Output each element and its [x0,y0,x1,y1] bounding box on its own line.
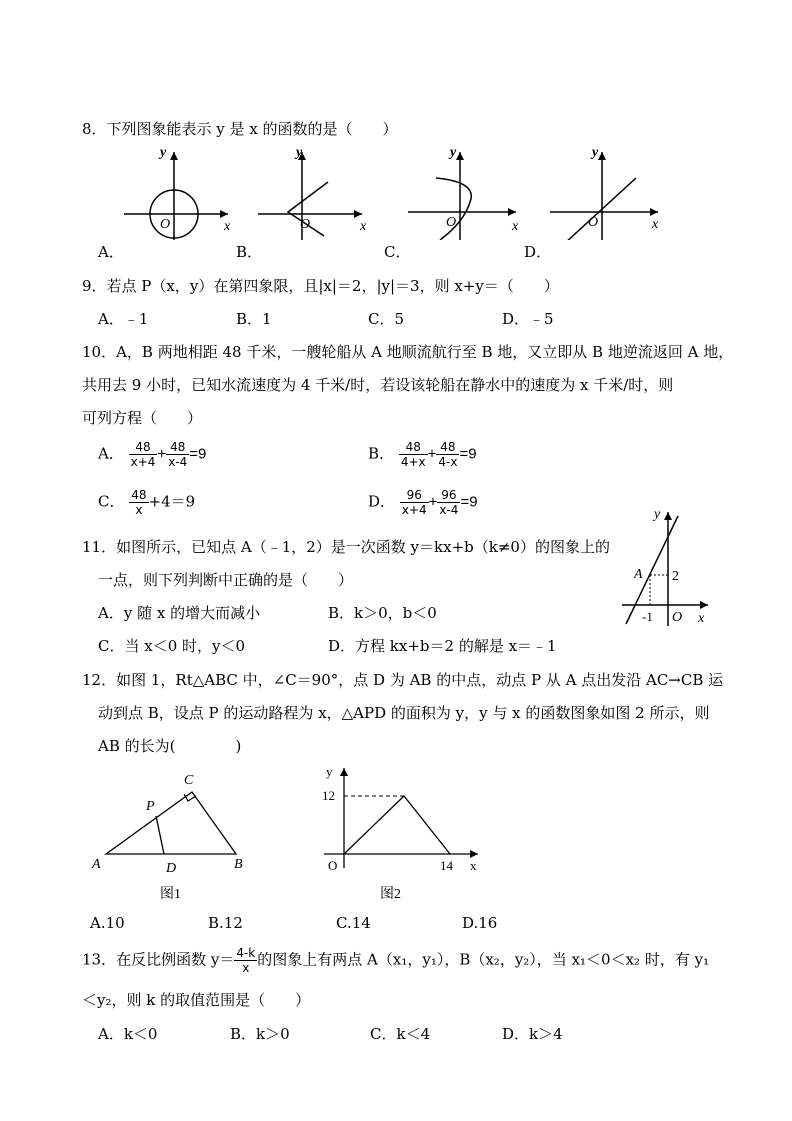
q11-option-a[interactable]: A．y 随 x 的增大而减小 [98,604,261,622]
svg-text:12: 12 [322,788,335,803]
q13-line2: ＜y₂，则 k 的取值范围是（ ） [82,991,311,1009]
q12-option-a[interactable]: A.10 [90,914,125,932]
q10-option-a[interactable]: A． $\frac{48}{x+4}$ + $\frac{48}{x-4}$ =9 [98,440,207,469]
q11-option-c[interactable]: C．当 x＜0 时，y＜0 [98,637,246,655]
svg-text:D: D [166,861,177,876]
q12-option-d[interactable]: D.16 [462,914,498,932]
svg-text:y: y [654,507,661,522]
svg-text:2: 2 [672,569,679,584]
q8-stem: 8．下列图象能表示 y 是 x 的函数的是（ ） [82,120,398,138]
svg-text:x: x [470,858,477,873]
q9-stem: 9．若点 P（x，y）在第四象限，且|x|＝2，|y|＝3，则 x+y＝（ ） [82,277,559,295]
q10-option-c[interactable]: C． $\frac{48}{x}$ +4＝9 [98,488,196,517]
svg-text:图2: 图2 [380,887,401,900]
q10-line1: 10．A，B 两地相距 48 千米，一艘轮船从 A 地顺流航行至 B 地，又立即从 B 地逆流返回 A 地， [82,343,734,361]
svg-text:y: y [160,145,167,160]
q11-line1: 11．如图所示，已知点 A（﹣1，2）是一次函数 y＝kx+b（k≠0）的图象上的 [82,538,610,556]
q13-option-c[interactable]: C．k＜4 [370,1025,431,1043]
svg-text:14: 14 [440,858,453,873]
q8-option-b[interactable]: B． [236,243,263,261]
svg-text:y: y [450,145,457,160]
q11-option-b[interactable]: B．k＞0，b＜0 [328,604,437,622]
q12-line2: 动到点 B，设点 P 的运动路程为 x，△APD 的面积为 y，y 与 x 的函数图象如图 2 所示，则 [98,704,710,722]
q9-option-d[interactable]: D．﹣5 [502,310,554,328]
q8-option-c[interactable]: C． [384,243,411,261]
q11-option-d[interactable]: D．方程 kx+b＝2 的解是 x＝﹣1 [328,637,557,655]
q12-line3: AB 的长为( ) [98,737,242,755]
svg-text:O: O [300,217,311,232]
q12-figure-1 [88,768,268,900]
svg-text:O: O [160,217,171,232]
q13-option-b[interactable]: B．k＞0 [230,1025,290,1043]
q10-line3: 可列方程（ ） [82,409,203,427]
q8-graph-c [408,145,519,240]
q11-line2: 一点，则下列判断中正确的是（ ） [98,571,354,589]
svg-text:P: P [146,799,155,814]
svg-text:x: x [224,219,231,234]
svg-text:y: y [326,764,333,779]
q10-option-d[interactable]: D． $\frac{96}{x+4}$ + $\frac{96}{x-4}$ =9 [368,488,478,517]
svg-text:B: B [234,857,243,872]
q12-option-c[interactable]: C.14 [336,914,371,932]
svg-text:y: y [296,145,303,160]
q8-figures [110,140,670,240]
q9-option-b[interactable]: B．1 [236,310,272,328]
svg-text:O: O [446,215,457,230]
svg-text:C: C [184,773,194,788]
q12-line1: 12．如图 1，Rt△ABC 中，∠C＝90°，点 D 为 AB 的中点，动点 P 从 A 点出发沿 AC→CB 运 [82,671,724,689]
svg-text:x: x [360,219,367,234]
svg-text:x: x [698,611,705,626]
q8-option-a[interactable]: A． [98,243,124,261]
svg-text:O: O [328,858,338,873]
q10-line2: 共用去 9 小时，已知水流速度为 4 千米/时，若设该轮船在静水中的速度为 x 千米/时，则 [82,376,674,394]
q8-option-d[interactable]: D． [524,243,552,261]
svg-text:A: A [634,567,643,582]
svg-text:-1: -1 [642,609,653,624]
q9-option-a[interactable]: A．﹣1 [98,310,149,328]
svg-text:A: A [92,857,101,872]
q13-option-a[interactable]: A．k＜0 [98,1025,158,1043]
q8-graph-a [124,145,231,240]
svg-text:图1: 图1 [160,887,181,900]
svg-text:x: x [652,217,659,232]
q8-graph-b [258,145,367,240]
q13-line1: 13．在反比例函数 y＝ $\frac{4-k}{x}$ 的图象上有两点 A（x₁，y₁），B（x₂，y₂），当 x₁＜0＜x₂ 时，有 y₁ [82,946,710,975]
q8-graph-d [550,145,659,240]
svg-text:O: O [672,610,683,625]
q12-option-b[interactable]: B.12 [208,914,243,932]
q11-figure [612,504,712,628]
svg-text:y: y [592,145,599,160]
q12-figure-2 [310,758,490,900]
q9-option-c[interactable]: C．5 [368,310,405,328]
q13-option-d[interactable]: D．k＞4 [502,1025,563,1043]
svg-text:x: x [512,219,519,234]
q10-option-b[interactable]: B． $\frac{48}{4+x}$ + $\frac{48}{4-x}$ =9 [368,440,477,469]
svg-text:O: O [588,215,599,230]
